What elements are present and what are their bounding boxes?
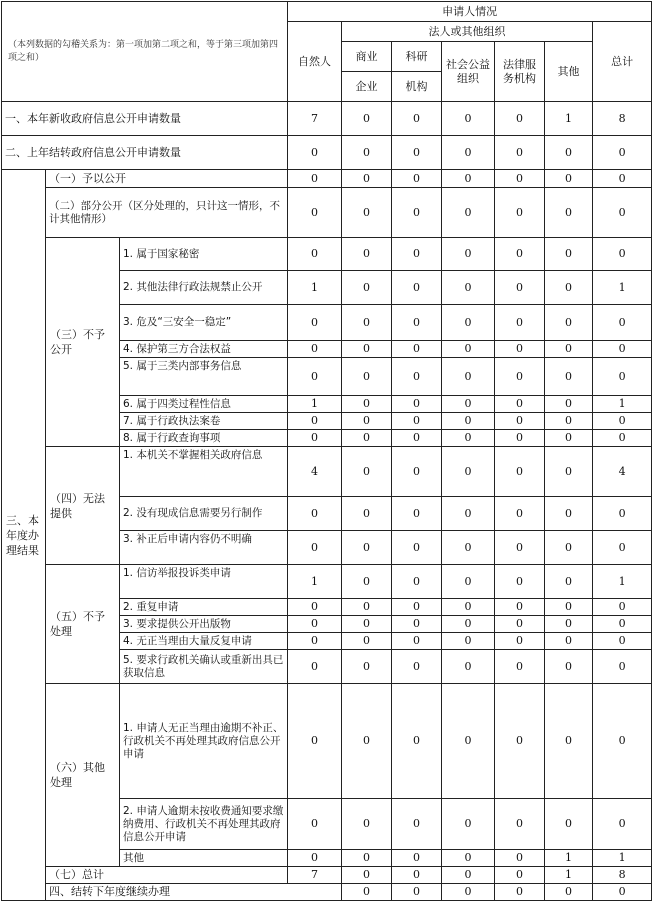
cell-value: 0 [392, 447, 442, 497]
cell-value: 0 [342, 684, 392, 799]
cell-value: 0 [495, 650, 545, 684]
cell-value: 0 [495, 497, 545, 531]
cell-value: 0 [342, 531, 392, 565]
row-label: 2. 重复申请 [120, 599, 288, 616]
cell-value: 0 [495, 447, 545, 497]
cell-value: 0 [545, 413, 593, 430]
cell-value: 0 [342, 447, 392, 497]
cell-value: 0 [392, 867, 442, 884]
cell-value: 0 [545, 188, 593, 238]
row-label: 8. 属于行政查询事项 [120, 430, 288, 447]
cell-value: 0 [442, 271, 495, 305]
header-commercial-line2: 企业 [342, 72, 392, 102]
cell-value: 0 [442, 447, 495, 497]
cell-value: 0 [442, 684, 495, 799]
cell-value: 0 [442, 650, 495, 684]
cell-value: 0 [495, 238, 545, 271]
cell-value: 1 [593, 271, 652, 305]
cell-value: 0 [342, 238, 392, 271]
cell-value: 0 [442, 341, 495, 358]
header-legal-service: 法律服务机构 [495, 42, 545, 102]
cell-value: 0 [392, 188, 442, 238]
cell-value: 0 [495, 188, 545, 238]
cell-value: 0 [495, 867, 545, 884]
cell-value: 0 [288, 684, 342, 799]
cell-value: 0 [392, 497, 442, 531]
row-label: 其他 [120, 850, 288, 867]
cell-value: 0 [288, 305, 342, 341]
cell-value: 0 [545, 565, 593, 599]
header-social: 社会公益组织 [442, 42, 495, 102]
cell-value: 0 [392, 430, 442, 447]
cell-value: 1 [288, 271, 342, 305]
row-label: 1. 属于国家秘密 [120, 238, 288, 271]
row-label: 4. 无正当理由大量反复申请 [120, 633, 288, 650]
cell-value: 0 [392, 358, 442, 396]
cell-value: 0 [342, 271, 392, 305]
row-label: 5. 属于三类内部事务信息 [120, 358, 288, 396]
cell-value: 0 [593, 616, 652, 633]
cell-value: 0 [442, 136, 495, 170]
cell-value: 0 [392, 413, 442, 430]
cell-value: 0 [442, 867, 495, 884]
cell-value: 0 [495, 341, 545, 358]
row-label: （二）部分公开（区分处理的，只计这一情形，不计其他情形） [46, 188, 288, 238]
cell-value: 0 [288, 188, 342, 238]
cell-value: 0 [342, 850, 392, 867]
cell-value: 0 [392, 650, 442, 684]
header-research-line2: 机构 [392, 72, 442, 102]
group-5-label: （五）不予处理 [46, 565, 120, 684]
row-label: 一、本年新收政府信息公开申请数量 [2, 102, 288, 136]
cell-value: 0 [442, 850, 495, 867]
cell-value: 0 [495, 358, 545, 396]
cell-value: 7 [288, 102, 342, 136]
cell-value: 0 [288, 238, 342, 271]
row-label: 1. 申请人无正当理由逾期不补正、行政机关不再处理其政府信息公开申请 [120, 684, 288, 799]
cell-value: 0 [545, 396, 593, 413]
cell-value: 0 [442, 799, 495, 850]
cell-value: 0 [545, 271, 593, 305]
row-label: 5. 要求行政机关确认或重新出具已获取信息 [120, 650, 288, 684]
section-3-label: 三、本年度办理结果 [2, 170, 46, 901]
cell-value: 0 [545, 684, 593, 799]
cell-value: 0 [545, 170, 593, 188]
group-3-label: （三）不予公开 [46, 238, 120, 447]
cell-value: 0 [392, 238, 442, 271]
cell-value: 0 [342, 565, 392, 599]
cell-value: 0 [288, 850, 342, 867]
cell-value: 0 [442, 497, 495, 531]
cell-value: 0 [495, 684, 545, 799]
cell-value: 0 [342, 633, 392, 650]
row-label: 3. 补正后申请内容仍不明确 [120, 531, 288, 565]
cell-value: 0 [442, 238, 495, 271]
cell-value: 0 [495, 271, 545, 305]
cell-value: 0 [392, 799, 442, 850]
header-legal-or-other: 法人或其他组织 [342, 22, 593, 42]
cell-value: 0 [593, 531, 652, 565]
cell-value: 0 [593, 884, 652, 901]
cell-value: 0 [495, 136, 545, 170]
cell-value: 0 [545, 238, 593, 271]
cell-value: 1 [288, 396, 342, 413]
cell-value: 0 [288, 430, 342, 447]
cell-value: 0 [593, 497, 652, 531]
cell-value: 0 [288, 599, 342, 616]
cell-value: 8 [593, 102, 652, 136]
cell-value: 0 [442, 188, 495, 238]
cell-value: 0 [342, 305, 392, 341]
cell-value: 0 [593, 238, 652, 271]
cell-value: 0 [593, 136, 652, 170]
cell-value: 1 [288, 565, 342, 599]
cell-value: 0 [342, 102, 392, 136]
cell-value: 0 [495, 599, 545, 616]
cell-value: 0 [495, 565, 545, 599]
header-total: 总计 [593, 22, 652, 102]
header-applicant-situation: 申请人情况 [288, 2, 652, 22]
cell-value: 0 [545, 633, 593, 650]
cell-value: 0 [392, 170, 442, 188]
cell-value: 0 [442, 170, 495, 188]
cell-value: 0 [545, 884, 593, 901]
row-label: 二、上年结转政府信息公开申请数量 [2, 136, 288, 170]
cell-value: 0 [392, 396, 442, 413]
cell-value: 0 [442, 413, 495, 430]
cell-value: 0 [593, 341, 652, 358]
row-label: 1. 本机关不掌握相关政府信息 [120, 447, 288, 497]
cell-value: 0 [545, 799, 593, 850]
row-label: 1. 信访举报投诉类申请 [120, 565, 288, 599]
cell-value: 0 [545, 136, 593, 170]
cell-value: 0 [392, 271, 442, 305]
cell-value: 0 [545, 358, 593, 396]
cell-value: 0 [442, 633, 495, 650]
row-label: （七）总计 [46, 867, 288, 884]
cell-value: 0 [342, 341, 392, 358]
cell-value: 0 [442, 531, 495, 565]
row-label: 3. 危及“三安全一稳定” [120, 305, 288, 341]
header-commercial-line1: 商业 [342, 42, 392, 72]
cell-value: 0 [495, 430, 545, 447]
cell-value: 1 [593, 396, 652, 413]
cell-value: 0 [495, 396, 545, 413]
cell-value: 0 [495, 305, 545, 341]
cell-value: 0 [442, 616, 495, 633]
cell-value: 4 [288, 447, 342, 497]
cell-value: 0 [442, 396, 495, 413]
cell-value: 0 [442, 102, 495, 136]
cell-value: 0 [593, 170, 652, 188]
cell-value: 0 [392, 531, 442, 565]
cell-value: 0 [342, 358, 392, 396]
cell-value: 1 [545, 850, 593, 867]
cell-value: 0 [392, 616, 442, 633]
cell-value: 0 [495, 850, 545, 867]
cell-value: 0 [545, 430, 593, 447]
cell-value: 0 [342, 884, 392, 901]
row-label: （一）予以公开 [46, 170, 288, 188]
cell-value: 0 [392, 684, 442, 799]
cell-value: 0 [392, 305, 442, 341]
cell-value: 0 [593, 799, 652, 850]
cell-value: 1 [545, 102, 593, 136]
cell-value: 0 [593, 599, 652, 616]
government-info-disclosure-table [1, 1, 652, 901]
cell-value: 0 [288, 136, 342, 170]
cell-value: 0 [288, 497, 342, 531]
cell-value: 0 [442, 358, 495, 396]
cell-value: 0 [342, 650, 392, 684]
cell-value: 0 [545, 531, 593, 565]
header-note: （本列数据的勾稽关系为：第一项加第二项之和，等于第三项加第四项之和） [2, 2, 288, 102]
cell-value: 0 [288, 633, 342, 650]
cell-value: 0 [442, 305, 495, 341]
cell-value: 0 [342, 867, 392, 884]
cell-value: 1 [593, 565, 652, 599]
cell-value: 0 [593, 430, 652, 447]
header-other: 其他 [545, 42, 593, 102]
row-label: 4. 保护第三方合法权益 [120, 341, 288, 358]
cell-value: 0 [495, 413, 545, 430]
cell-value: 0 [442, 430, 495, 447]
cell-value: 0 [392, 565, 442, 599]
cell-value: 0 [442, 565, 495, 599]
cell-value: 0 [288, 358, 342, 396]
cell-value: 0 [442, 884, 495, 901]
cell-value: 0 [392, 884, 442, 901]
cell-value: 0 [495, 884, 545, 901]
cell-value: 0 [593, 633, 652, 650]
cell-value: 0 [288, 413, 342, 430]
cell-value: 1 [545, 867, 593, 884]
cell-value: 0 [495, 799, 545, 850]
cell-value: 0 [342, 136, 392, 170]
row-label: 6. 属于四类过程性信息 [120, 396, 288, 413]
cell-value: 0 [342, 616, 392, 633]
cell-value: 0 [593, 188, 652, 238]
cell-value: 4 [593, 447, 652, 497]
cell-value: 0 [288, 799, 342, 850]
cell-value: 0 [392, 136, 442, 170]
cell-value: 0 [545, 616, 593, 633]
cell-value: 7 [288, 867, 342, 884]
cell-value: 0 [288, 616, 342, 633]
cell-value: 0 [342, 188, 392, 238]
cell-value: 0 [342, 497, 392, 531]
cell-value: 0 [495, 531, 545, 565]
cell-value: 0 [545, 305, 593, 341]
cell-value: 0 [342, 799, 392, 850]
cell-value: 0 [545, 447, 593, 497]
row-label: 2. 其他法律行政法规禁止公开 [120, 271, 288, 305]
cell-value: 0 [545, 497, 593, 531]
cell-value: 0 [342, 413, 392, 430]
cell-value: 0 [392, 599, 442, 616]
cell-value: 0 [342, 396, 392, 413]
cell-value: 0 [593, 305, 652, 341]
row-label: 3. 要求提供公开出版物 [120, 616, 288, 633]
cell-value: 0 [593, 650, 652, 684]
cell-value: 0 [288, 341, 342, 358]
cell-value: 0 [342, 430, 392, 447]
cell-value: 0 [392, 633, 442, 650]
cell-value: 8 [593, 867, 652, 884]
group-4-label: （四）无法提供 [46, 447, 120, 565]
cell-value: 0 [545, 599, 593, 616]
cell-value: 0 [342, 599, 392, 616]
cell-value: 0 [593, 684, 652, 799]
cell-value: 0 [392, 850, 442, 867]
header-natural-person: 自然人 [288, 22, 342, 102]
cell-value: 0 [495, 633, 545, 650]
cell-value: 0 [593, 413, 652, 430]
cell-value: 0 [288, 531, 342, 565]
cell-value: 0 [495, 102, 545, 136]
cell-value: 0 [495, 616, 545, 633]
row-label: 7. 属于行政执法案卷 [120, 413, 288, 430]
row-label: 2. 申请人逾期未按收费通知要求缴纳费用、行政机关不再处理其政府信息公开申请 [120, 799, 288, 850]
cell-value: 0 [442, 599, 495, 616]
group-6-label: （六）其他处理 [46, 684, 120, 867]
cell-value: 0 [545, 341, 593, 358]
header-research-line1: 科研 [392, 42, 442, 72]
cell-value: 1 [593, 850, 652, 867]
cell-value: 0 [342, 170, 392, 188]
cell-value: 0 [495, 170, 545, 188]
cell-value: 0 [593, 358, 652, 396]
cell-value: 0 [288, 650, 342, 684]
row-label: 2. 没有现成信息需要另行制作 [120, 497, 288, 531]
cell-value: 0 [392, 102, 442, 136]
row-label: 四、结转下年度继续办理 [46, 884, 342, 901]
cell-value: 0 [545, 650, 593, 684]
cell-value: 0 [392, 341, 442, 358]
cell-value: 0 [288, 170, 342, 188]
